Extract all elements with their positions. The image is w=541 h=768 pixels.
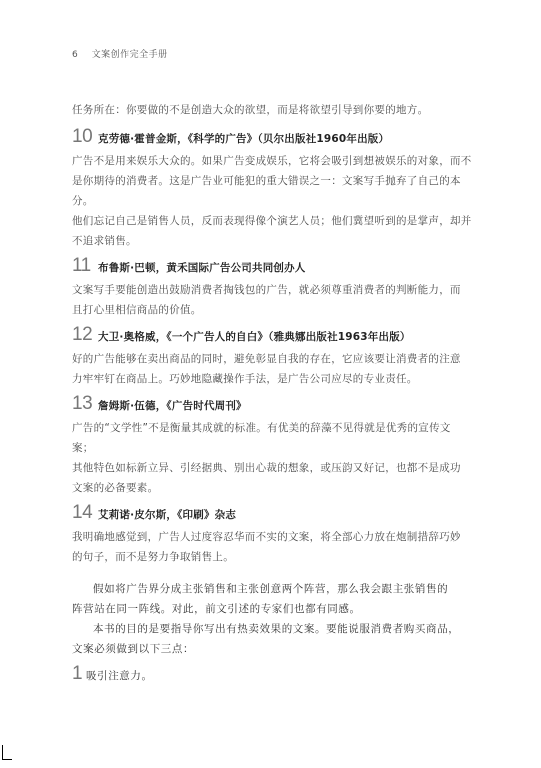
quote-line: 力牢牢钉在商品上。巧妙地隐藏操作手法，是广告公司应尽的专业责任。 [72, 373, 418, 385]
page-number: 6 [72, 50, 79, 60]
list-item-text: 吸引注意力。 [86, 670, 153, 682]
quote-10 [72, 124, 472, 251]
quote-number: 10 [72, 126, 93, 147]
quote-number: 11 [72, 255, 91, 276]
page-content [72, 100, 472, 687]
list-item [72, 661, 472, 687]
quote-number: 12 [72, 324, 93, 345]
quote-line: 广告不是用来娱乐大众的。如果广告变成娱乐，它将会吸引到想被娱乐的对象，而不 [72, 155, 472, 167]
quote-author: 克劳德·霍普金斯，《科学的广告》（贝尔出版社1960年出版） [98, 133, 390, 145]
quote-13 [72, 391, 472, 498]
quote-line: 不追求销售。 [72, 235, 137, 247]
paragraph-line: 文案必须做到以下三点： [72, 643, 195, 655]
quote-12 [72, 322, 472, 389]
quote-line: 文案写手要能创造出鼓励消费者掏钱包的广告，就必须尊重消费者的判断能力，而 [72, 284, 461, 296]
intro-line: 任务所在：你要做的不是创造大众的欲望，而是将欲望引导到你要的地方。 [72, 104, 429, 116]
quote-line: 我明确地感觉到，广告人过度容忍华而不实的文案，将全部心力放在炮制措辞巧妙 [72, 531, 461, 543]
quote-author: 大卫·奥格威，《一个广告人的自白》（雅典娜出版社1963年出版） [98, 331, 411, 343]
quote-number: 14 [72, 502, 93, 523]
paragraph-line: 阵营站在同一阵线。对此，前文引述的专家们也都有同感。 [72, 603, 361, 615]
quote-number: 13 [72, 393, 93, 414]
paragraph-line: 本书的目的是要指导你写出有热卖效果的文案。要能说服消费者购买商品， [93, 623, 460, 635]
quote-line: 其他特色如标新立异、引经据典、别出心裁的想象，或压韵又好记，也都不是成功 [72, 462, 461, 474]
quote-author: 詹姆斯·伍德，《广告时代周刊》 [98, 400, 247, 412]
main-paragraph-2 [72, 619, 472, 659]
quote-11 [72, 253, 472, 320]
quote-14 [72, 500, 472, 567]
quote-line: 是你期待的消费者。这是广告业可能犯的重大错误之一：文案写手抛弃了自己的本分。 [72, 175, 461, 207]
list-item-number: 1 [72, 663, 83, 684]
main-paragraph-1 [72, 579, 472, 619]
quote-line: 的句子，而不是努力争取销售上。 [72, 551, 234, 563]
quote-line: 他们忘记自己是销售人员，反而表现得像个演艺人员；他们冀望听到的是掌声，却并 [72, 215, 472, 227]
quote-author: 布鲁斯·巴顿，黄禾国际广告公司共同创办人 [98, 262, 306, 274]
quote-line: 文案的必备要素。 [72, 482, 159, 494]
quote-line: 广告的“文学性”不是衡量其成就的标准。有优美的辞藻不见得就是优秀的宣传文案； [72, 422, 451, 454]
quote-line: 好的广告能够在卖出商品的同时，避免彰显自我的存在，它应该要让消费者的注意 [72, 353, 461, 365]
quote-author: 艾莉诺·皮尔斯，《印刷》杂志 [98, 509, 237, 521]
quote-line: 且打心里相信商品的价值。 [72, 304, 202, 316]
book-title: 文案创作完全手册 [91, 50, 168, 60]
crop-mark [2, 745, 12, 760]
running-header [72, 47, 168, 60]
paragraph-line: 假如将广告界分成主张销售和主张创意两个阵营，那么我会跟主张销售的 [93, 583, 449, 595]
